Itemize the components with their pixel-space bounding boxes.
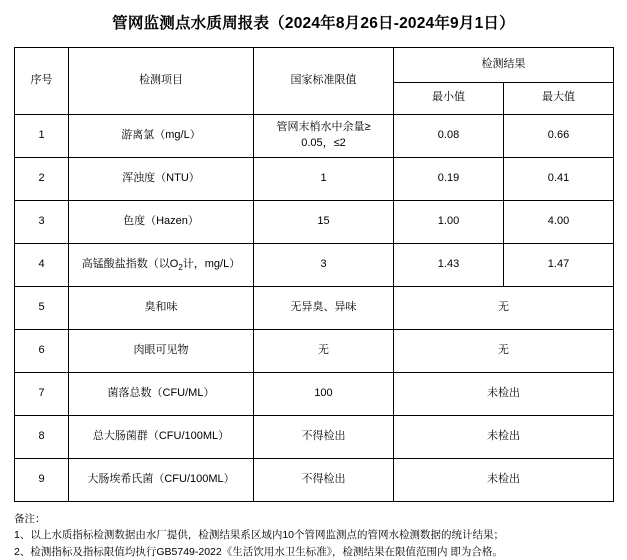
table-row bbox=[15, 201, 614, 244]
table-row bbox=[15, 330, 614, 373]
cell-item: 游离氯（mg/L） bbox=[69, 115, 254, 158]
cell-seq: 6 bbox=[15, 330, 69, 373]
cell-item: 菌落总数（CFU/ML） bbox=[69, 373, 254, 416]
header-result-min: 最小值 bbox=[394, 82, 504, 114]
header-item: 检测项目 bbox=[69, 48, 254, 115]
cell-min: 1.43 bbox=[394, 244, 504, 287]
notes-label: 备注： bbox=[14, 513, 46, 526]
header-seq: 序号 bbox=[15, 48, 69, 115]
note-line-2: 2、检测指标及指标限值均执行GB5749-2022《生活饮用水卫生标准》，检测结果在限值范围内 即为合格。 bbox=[14, 545, 503, 558]
cell-standard: 3 bbox=[254, 244, 394, 287]
cell-item bbox=[69, 244, 254, 287]
cell-standard bbox=[254, 115, 394, 158]
cell-seq: 7 bbox=[15, 373, 69, 416]
cell-seq: 5 bbox=[15, 287, 69, 330]
cell-standard: 不得检出 bbox=[254, 459, 394, 502]
table-header bbox=[15, 48, 614, 115]
cell-seq: 1 bbox=[15, 115, 69, 158]
cell-item: 总大肠菌群（CFU/100ML） bbox=[69, 416, 254, 459]
cell-max: 0.66 bbox=[504, 115, 614, 158]
cell-standard: 100 bbox=[254, 373, 394, 416]
cell-standard: 15 bbox=[254, 201, 394, 244]
cell-result: 未检出 bbox=[394, 373, 614, 416]
cell-min: 0.19 bbox=[394, 158, 504, 201]
cell-result: 未检出 bbox=[394, 416, 614, 459]
cell-item: 臭和味 bbox=[69, 287, 254, 330]
cell-standard-line2: 0.05，≤2 bbox=[301, 137, 346, 150]
cell-standard: 不得检出 bbox=[254, 416, 394, 459]
note-line-1: 1、以上水质指标检测数据由水厂提供，检测结果系区域内10个管网监测点的管网水检测数据的统计结果； bbox=[14, 529, 505, 542]
cell-max: 4.00 bbox=[504, 201, 614, 244]
header-result: 检测结果 bbox=[394, 48, 614, 83]
table-row bbox=[15, 459, 614, 502]
table-row bbox=[15, 416, 614, 459]
table-row bbox=[15, 115, 614, 158]
cell-seq: 8 bbox=[15, 416, 69, 459]
cell-standard: 无 bbox=[254, 330, 394, 373]
cell-seq: 3 bbox=[15, 201, 69, 244]
cell-result: 无 bbox=[394, 287, 614, 330]
table-body bbox=[15, 115, 614, 502]
notes-section bbox=[14, 511, 613, 560]
table-row bbox=[15, 244, 614, 287]
cell-item-post: 计，mg/L） bbox=[182, 258, 241, 271]
cell-min: 1.00 bbox=[394, 201, 504, 244]
cell-seq: 2 bbox=[15, 158, 69, 201]
page-title: 管网监测点水质周报表（2024年8月26日-2024年9月1日） bbox=[112, 15, 515, 32]
cell-result: 无 bbox=[394, 330, 614, 373]
cell-max: 1.47 bbox=[504, 244, 614, 287]
cell-max: 0.41 bbox=[504, 158, 614, 201]
cell-standard: 1 bbox=[254, 158, 394, 201]
water-quality-table bbox=[14, 47, 614, 502]
cell-item-pre: 高锰酸盐指数（以O bbox=[81, 258, 179, 271]
cell-item: 浑浊度（NTU） bbox=[69, 158, 254, 201]
cell-result: 未检出 bbox=[394, 459, 614, 502]
cell-item: 色度（Hazen） bbox=[69, 201, 254, 244]
header-result-max: 最大值 bbox=[504, 82, 614, 114]
cell-seq: 9 bbox=[15, 459, 69, 502]
table-row bbox=[15, 373, 614, 416]
table-row bbox=[15, 287, 614, 330]
header-standard: 国家标准限值 bbox=[254, 48, 394, 115]
cell-item: 肉眼可见物 bbox=[69, 330, 254, 373]
cell-item: 大肠埃希氏菌（CFU/100ML） bbox=[69, 459, 254, 502]
cell-item-subscript: 2 bbox=[178, 263, 183, 273]
cell-standard-line1: 管网末梢水中余量≥ bbox=[276, 121, 371, 134]
cell-seq: 4 bbox=[15, 244, 69, 287]
cell-min: 0.08 bbox=[394, 115, 504, 158]
cell-standard: 无异臭、异味 bbox=[254, 287, 394, 330]
table-row bbox=[15, 158, 614, 201]
